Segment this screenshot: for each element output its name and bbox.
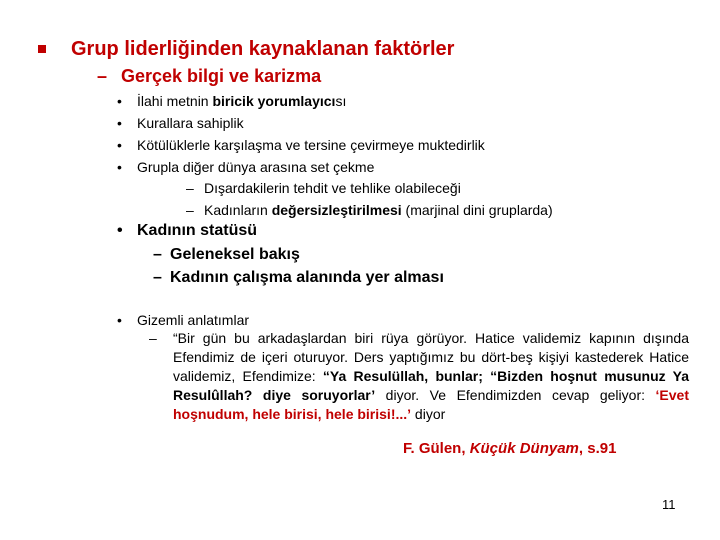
quote-dash: –	[149, 330, 157, 346]
bullet-icon: •	[117, 115, 122, 131]
citation-title: Küçük Dünyam	[469, 440, 579, 457]
square-bullet-icon	[38, 45, 46, 53]
list-item: Kötülüklerle karşılaşma ve tersine çevirmeye muktedirlik	[137, 137, 485, 153]
slide-subheading: Gerçek bilgi ve karizma	[121, 66, 322, 86]
bullet-icon: •	[117, 222, 123, 239]
sublist-item: Dışardakilerin tehdit ve tehlike olabileceği	[204, 180, 461, 196]
quote-block	[149, 329, 690, 424]
bullet-icon: •	[117, 93, 122, 109]
slide-heading: Grup liderliğinden kaynaklanan faktörler	[71, 38, 455, 60]
item-dash: –	[153, 269, 162, 286]
quote-segment: diyor	[411, 406, 446, 422]
list-item-text: İlahi metnin	[137, 93, 213, 109]
list-item-suffix: sı	[335, 93, 347, 109]
subheading-dash: –	[97, 66, 108, 86]
list-item: Grupla diğer dünya arasına set çekme	[137, 159, 375, 175]
citation	[403, 440, 616, 457]
section-title: Gizemli anlatımlar	[137, 312, 250, 328]
sublist-item-text: Kadınların	[204, 202, 272, 218]
quote-bold: “Ya Resulüllah, bunlar; “Bizden hoşnut musunuz Ya Resulûllah? diye soruyorlar’	[173, 368, 689, 403]
citation-author: F. Gülen,	[403, 440, 470, 457]
sublist-item	[204, 202, 553, 218]
sublist-dash: –	[186, 202, 194, 218]
sublist-item-suffix: (marjinal dini gruplarda)	[401, 202, 553, 218]
bullet-icon: •	[117, 312, 122, 328]
list-item-bold: biricik yorumlayıcı	[212, 93, 336, 109]
list-item	[137, 93, 346, 109]
list-item: Kurallara sahiplik	[137, 115, 244, 131]
citation-page: , s.91	[578, 440, 617, 457]
section-item: Kadının çalışma alanında yer alması	[170, 269, 444, 286]
quote-highlight: ‘Evet hoşnudum, hele birisi, hele birisi!...’	[173, 387, 690, 422]
quote-segment: diyor. Ve Efendimizden cevap geliyor:	[375, 387, 656, 403]
page-number: 11	[662, 497, 676, 512]
quote-text	[173, 329, 689, 424]
section-title: Kadının statüsü	[137, 222, 258, 239]
bullet-icon: •	[117, 159, 122, 175]
bullet-icon: •	[117, 137, 122, 153]
quote-segment: “Bir gün bu arkadaşlardan biri rüya görüyor. Hatice validemiz kapının dışında Efendimiz de içeri oturuyor. Ders yaptığımız bu dört-beş kişiyi kastederek Hatice validemiz, Efendimize:	[173, 330, 689, 384]
sublist-item-bold: değersizleştirilmesi	[271, 202, 402, 218]
section-item: Geleneksel bakış	[170, 246, 300, 263]
item-dash: –	[153, 246, 162, 263]
sublist-dash: –	[186, 180, 194, 196]
